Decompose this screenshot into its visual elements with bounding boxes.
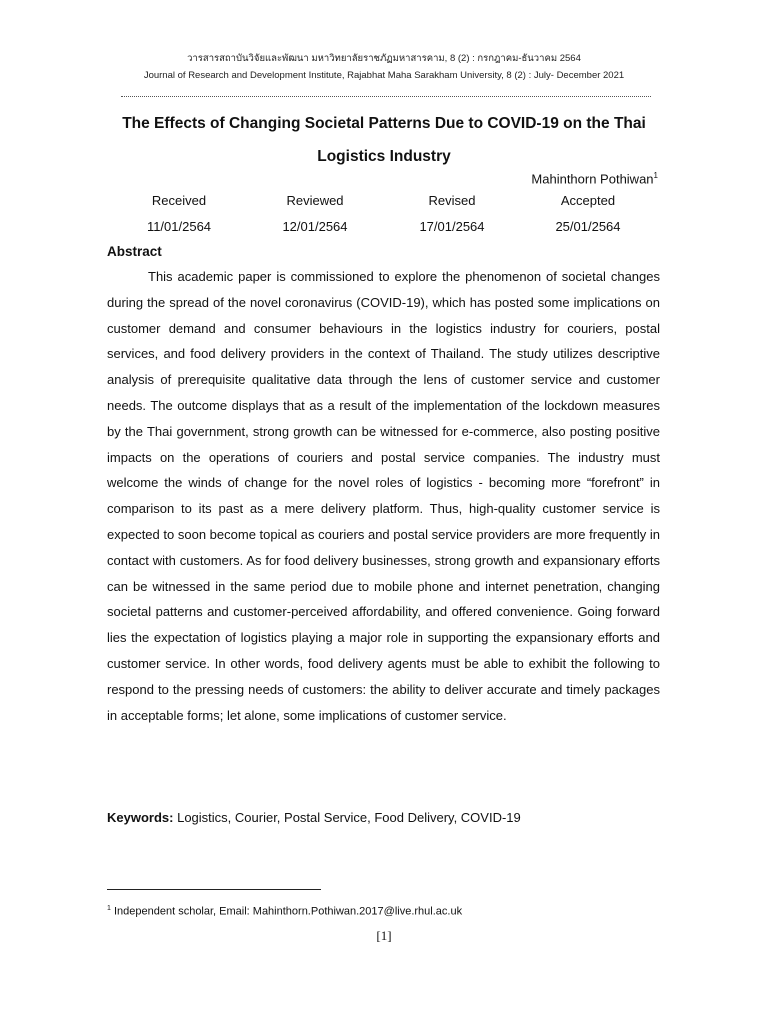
footnote [107,901,667,920]
author-name: Mahinthorn Pothiwan [531,171,654,187]
date-label-accepted: Accepted [560,193,616,208]
keywords-line [107,808,660,828]
author-footnote-mark: 1 [653,171,658,180]
journal-name-thai: วารสารสถาบันวิจัยและพัฒนา มหาวิทยาลัยราชภัฏมหาสารคาม, 8 (2) : กรกฎาคม-ธันวาคม 2564 [187,53,581,64]
date-label-revised: Revised [428,193,476,208]
date-value-accepted: 25/01/2564 [555,219,621,234]
abstract-body: This academic paper is commissioned to explore the phenomenon of societal changes during the spread of the novel coronavirus (COVID-19), which has posted some implications on customer demand and consumer behaviours in the logistics industry for couriers, postal services, and food delivery providers in the context of Thailand. The study utilizes descriptive analysis of prerequisite qualitative data through the lens of customer service and customer needs. The outcome displays that as a result of the implementation of the lockdown measures by the Thai government, strong growth can be witnessed for e-commerce, also posting positive impacts on the operations of couriers and postal service companies. The industry must welcome the winds of change for the novel roles of logistics - becoming more “forefront” in comparison to its past as a mere delivery platform. Thus, high-quality customer service is expected to soon become topical as couriers and postal service providers are more frequently in contact with customers. As for food delivery businesses, strong growth and expansionary efforts can be witnessed in the same period due to mobile phone and internet penetration, changing societal patterns and customer-perceived affordability, and offered convenience. Going forward lies the expectation of logistics playing a major role in supporting the expansionary efforts and customer service. In other words, food delivery agents must be able to exhibit the following to respond to the pressing needs of customers: the ability to deliver accurate and timely packages in acceptable forms; let alone, some implications of customer service. [107,269,660,723]
footnote-divider [107,889,321,890]
keywords-text: Logistics, Courier, Postal Service, Food Delivery, COVID-19 [177,810,521,825]
article-title: The Effects of Changing Societal Patterns Due to COVID-19 on the Thai Logistics Industry [122,115,646,165]
abstract-heading: Abstract [107,244,162,259]
date-label-received: Received [151,193,207,208]
keywords-label: Keywords: [107,810,174,825]
date-value-received: 11/01/2564 [146,219,212,234]
journal-running-head [0,50,768,84]
journal-name-english: Journal of Research and Development Institute, Rajabhat Maha Sarakham University, 8 (2) : July- December 2021 [143,70,625,81]
date-label-reviewed: Reviewed [286,193,344,208]
author-line [531,167,658,188]
page-number: [1] [376,928,392,943]
footnote-mark: 1 [107,905,111,912]
date-value-reviewed: 12/01/2564 [282,219,348,234]
footnote-text: Independent scholar, Email: Mahinthorn.Pothiwan.2017@live.rhul.ac.uk [113,905,463,918]
date-value-revised: 17/01/2564 [419,219,485,234]
header-divider [121,96,651,97]
